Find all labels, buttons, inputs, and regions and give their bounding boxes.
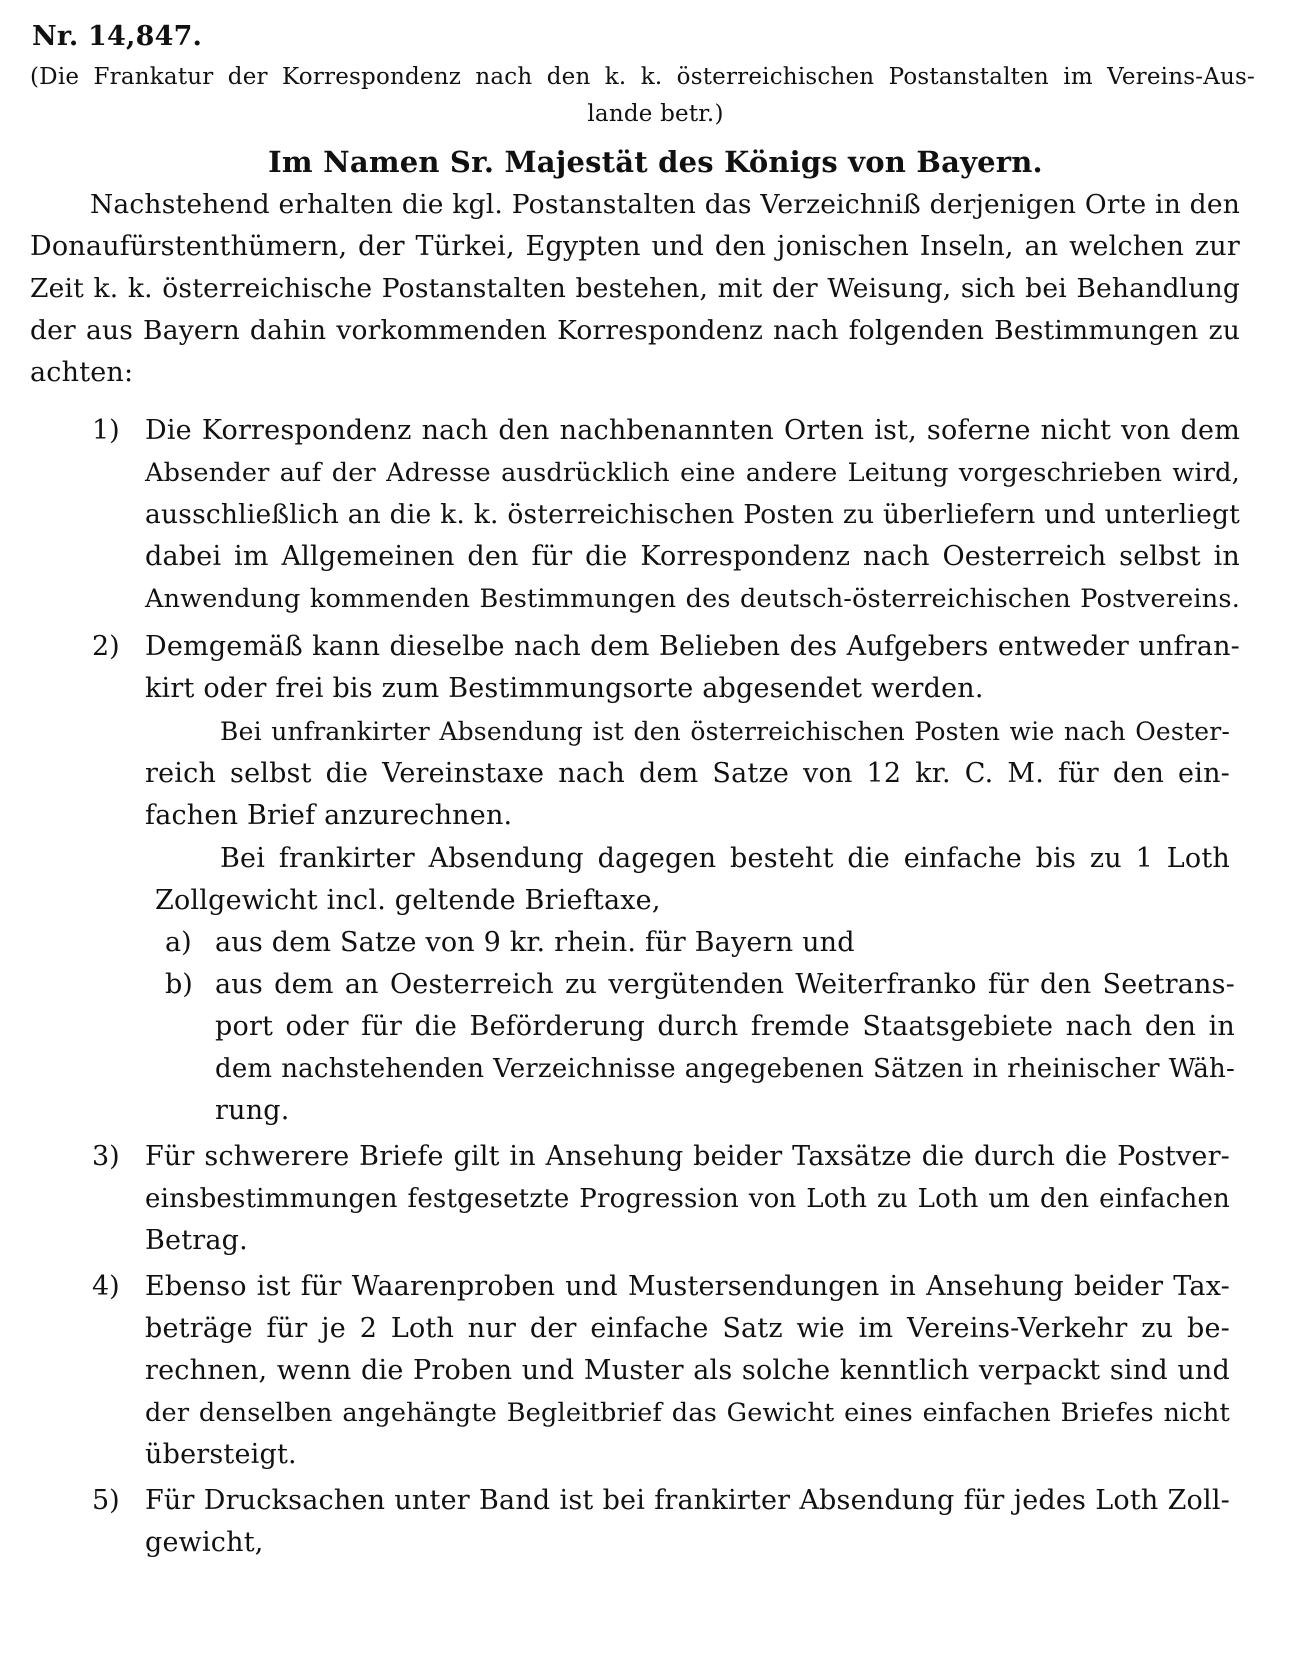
- item-line: der denselben angehängte Begleitbrief das Gewicht eines einfachen Briefes nicht: [145, 1398, 1230, 1428]
- subitem-line: aus dem an Oesterreich zu vergütenden Weiterfranko für den Seetrans-: [215, 969, 1235, 1000]
- item-line: Für Drucksachen unter Band ist bei frankirter Absendung für jedes Loth Zoll-: [145, 1485, 1230, 1516]
- item-line: Die Korrespondenz nach den nachbenannten Orten ist, soferne nicht von dem: [145, 415, 1240, 446]
- intro-line: Donaufürstenthümern, der Türkei, Egypten und den jonischen Inseln, an welchen zur: [30, 231, 1240, 262]
- item-line: gewicht,: [145, 1527, 264, 1558]
- item-marker: 4): [92, 1271, 120, 1302]
- subject-line: (Die Frankatur der Korrespondenz nach den k. k. österreichischen Postanstalten im Vereins-Aus-: [30, 64, 1255, 90]
- subitem-line: dem nachstehenden Verzeichnisse angegebenen Sätzen in rheinischer Wäh-: [215, 1054, 1235, 1084]
- item-paragraph-line: reich selbst die Vereinstaxe nach dem Satze von 12 kr. C. M. für den ein-: [145, 758, 1230, 789]
- item-line: Ebenso ist für Waarenproben und Mustersendungen in Ansehung beider Tax-: [145, 1271, 1230, 1302]
- item-line: übersteigt.: [145, 1439, 297, 1470]
- subitem-line: aus dem Satze von 9 kr. rhein. für Bayern und: [215, 927, 855, 958]
- subject-line: lande betr.): [587, 101, 724, 127]
- item-line: beträge für je 2 Loth nur der einfache Satz wie im Vereins-Verkehr zu be-: [145, 1313, 1230, 1344]
- item-line: Anwendung kommenden Bestimmungen des deutsch-österreichischen Postvereins.: [145, 584, 1240, 614]
- item-line: kirt oder frei bis zum Bestimmungsorte abgesendet werden.: [145, 673, 984, 704]
- item-line: Betrag.: [145, 1225, 248, 1256]
- item-line: rechnen, wenn die Proben und Muster als solche kenntlich verpackt sind und: [145, 1355, 1230, 1386]
- document-heading: Im Namen Sr. Majestät des Königs von Bayern.: [268, 145, 1043, 179]
- item-marker: 2): [92, 631, 120, 662]
- subitem-line: rung.: [215, 1095, 290, 1126]
- item-paragraph-line: fachen Brief anzurechnen.: [145, 800, 513, 831]
- subitem-line: port oder für die Beförderung durch fremde Staatsgebiete nach den in: [215, 1011, 1235, 1042]
- item-line: einsbestimmungen festgesetzte Progression von Loth zu Loth um den einfachen: [145, 1184, 1230, 1214]
- item-paragraph-line: Bei unfrankirter Absendung ist den österreichischen Posten wie nach Oester-: [220, 717, 1230, 746]
- item-line: dabei im Allgemeinen den für die Korrespondenz nach Oesterreich selbst in: [145, 541, 1240, 572]
- subitem-marker: b): [165, 969, 193, 1000]
- item-marker: 1): [92, 415, 120, 446]
- item-line: Absender auf der Adresse ausdrücklich eine andere Leitung vorgeschrieben wird,: [145, 458, 1240, 488]
- item-marker: 5): [92, 1485, 120, 1516]
- item-line: Für schwerere Briefe gilt in Ansehung beider Taxsätze die durch die Postver-: [145, 1141, 1230, 1172]
- document-number: Nr. 14,847.: [32, 21, 203, 52]
- intro-line: Nachstehend erhalten die kgl. Postanstalten das Verzeichniß derjenigen Orte in den: [90, 189, 1240, 220]
- item-line: Demgemäß kann dieselbe nach dem Belieben des Aufgebers entweder unfran-: [145, 631, 1240, 662]
- subitem-marker: a): [165, 927, 192, 958]
- item-marker: 3): [92, 1141, 120, 1172]
- intro-line: der aus Bayern dahin vorkommenden Korrespondenz nach folgenden Bestimmungen zu: [30, 315, 1240, 346]
- intro-line: achten:: [30, 357, 134, 388]
- item-line: ausschließlich an die k. k. österreichischen Posten zu überliefern und unterliegt: [145, 499, 1240, 530]
- intro-line: Zeit k. k. österreichische Postanstalten bestehen, mit der Weisung, sich bei Behandlung: [30, 273, 1240, 304]
- item-paragraph-line: Zollgewicht incl. geltende Brieftaxe,: [155, 885, 661, 916]
- item-paragraph-line: Bei frankirter Absendung dagegen besteht die einfache bis zu 1 Loth: [220, 843, 1230, 874]
